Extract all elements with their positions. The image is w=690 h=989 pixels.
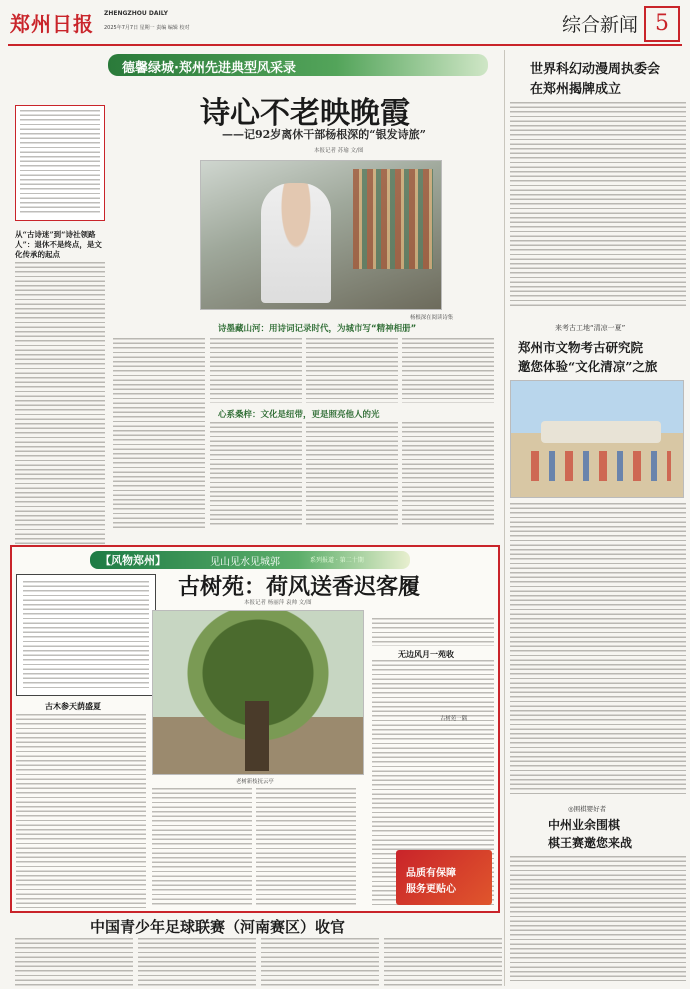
photo-caption: 古树苑一隅 xyxy=(440,716,467,722)
text-column xyxy=(15,262,105,547)
text-column xyxy=(113,338,205,528)
page-number: 5 xyxy=(644,6,680,42)
section-heading: 心系桑梓：文化是纽带，更是照亮他人的光 xyxy=(218,410,380,420)
text-column xyxy=(510,503,686,797)
ancient-tree-photo[interactable] xyxy=(152,610,364,775)
story-headline[interactable]: 棋王赛邀您来战 xyxy=(548,836,633,850)
series-banner xyxy=(90,551,410,569)
story-kicker: 来考古工地“清凉一夏” xyxy=(555,324,626,332)
lead-text xyxy=(23,581,149,689)
newspaper-logo: 郑州日报 xyxy=(10,12,94,36)
story-kicker: ◎围棋婴好者 xyxy=(568,805,607,813)
text-column xyxy=(152,788,252,906)
story-headline[interactable]: 中国青少年足球联赛（河南赛区）收官 xyxy=(90,918,346,936)
series-byline: 本报记者 杨丽萍 袁帅 文/图 xyxy=(244,600,312,606)
text-column xyxy=(384,938,502,986)
text-column xyxy=(402,338,494,403)
feature-headline[interactable]: 诗心不老映晚霞 xyxy=(200,96,410,131)
text-column xyxy=(210,338,302,403)
excavation-photo[interactable] xyxy=(510,380,684,498)
lead-text xyxy=(20,110,100,216)
bookshelf-image xyxy=(353,169,433,269)
issue-meta: 2025年7月7日 星期一 责编 编辑 校对 xyxy=(104,25,190,31)
feature-subhead: 从“古诗迷”到“诗社领路人”：退休不是终点，是文化传承的起点 xyxy=(15,230,102,259)
feature-banner xyxy=(108,54,488,76)
text-column xyxy=(16,714,146,908)
series-lead-box xyxy=(16,574,156,696)
story-headline[interactable]: 邀您体验“文化清凉”之旅 xyxy=(518,359,658,374)
series-subhead: 古木参天荫盛夏 xyxy=(45,701,101,711)
ad-text: 服务更贴心 xyxy=(406,884,456,895)
column-divider xyxy=(504,50,505,986)
text-column xyxy=(306,422,398,527)
text-column xyxy=(402,422,494,527)
tent-image xyxy=(541,421,661,443)
series-banner-issue: 系列报道 · 第二十期 xyxy=(310,557,364,564)
newspaper-logo-en: ZHENGZHOU DAILY xyxy=(104,10,168,17)
story-headline[interactable]: 郑州市文物考古研究院 xyxy=(518,340,644,355)
series-banner-theme: 见山见水见城郭 xyxy=(210,557,280,568)
series-headline[interactable]: 古树苑：荷风送香迟客履 xyxy=(178,574,421,600)
photo-caption: 老树新枝抚云亭 xyxy=(236,779,274,785)
feature-banner-text: 德馨绿城·郑州先进典型风采录 xyxy=(122,61,296,76)
text-column xyxy=(372,618,494,646)
series-subhead: 无边风月一苑收 xyxy=(398,649,454,659)
text-column xyxy=(510,856,686,981)
section-title: 综合新闻 xyxy=(561,14,638,36)
ad-text: 品质有保障 xyxy=(406,868,456,879)
text-column xyxy=(15,938,133,986)
text-column xyxy=(256,788,356,906)
feature-photo[interactable] xyxy=(200,160,442,310)
feature-subheadline: ——记92岁离休干部杨根深的“银发诗旅” xyxy=(222,128,426,141)
person-image xyxy=(261,183,331,303)
masthead xyxy=(8,6,682,46)
text-column xyxy=(510,102,686,307)
story-headline[interactable]: 中州业余围棋 xyxy=(548,818,621,832)
advertisement[interactable] xyxy=(396,850,492,905)
feature-lead-box xyxy=(15,105,105,221)
story-headline[interactable]: 在郑州揭牌成立 xyxy=(530,82,622,97)
text-column xyxy=(261,938,379,986)
series-banner-label: 【风物郑州】 xyxy=(100,554,166,567)
text-column xyxy=(306,338,398,403)
photo-caption: 杨根深在阅读诗集 xyxy=(410,315,454,321)
text-column xyxy=(138,938,256,986)
section-heading: 诗墨藏山河：用诗词记录时代，为城市写“精神相册” xyxy=(218,324,417,334)
story-headline[interactable]: 世界科幻动漫周执委会 xyxy=(530,62,661,77)
feature-byline: 本报记者 苏瑜 文/图 xyxy=(314,148,364,154)
visitors-image xyxy=(531,451,671,481)
tree-trunk-image xyxy=(245,701,269,771)
text-column xyxy=(210,422,302,527)
